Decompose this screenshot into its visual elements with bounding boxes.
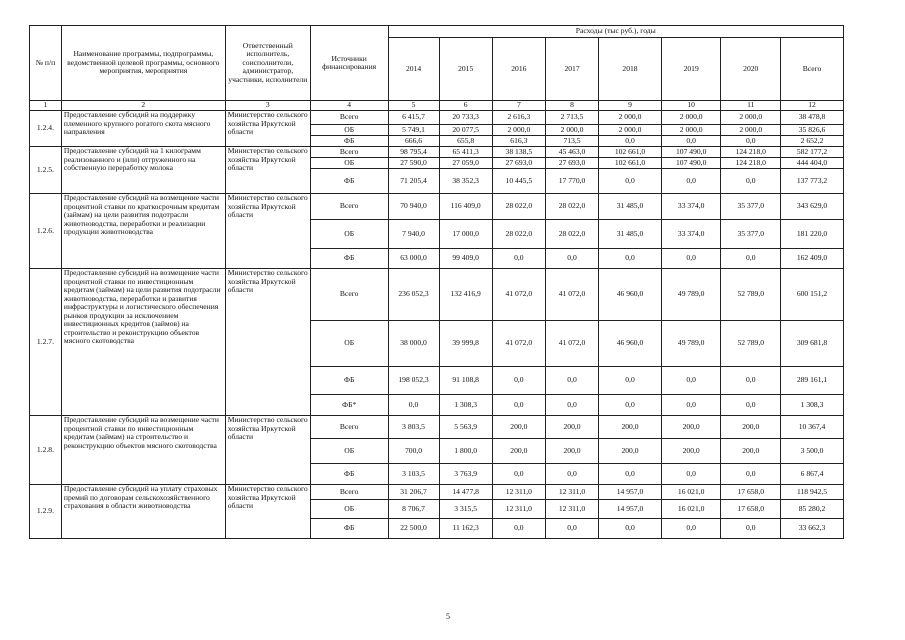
expense-value: 14 957,0 [599,500,662,519]
expense-value: 12 311,0 [545,500,598,519]
table-row [30,485,844,500]
expense-value: 20 733,3 [439,111,492,125]
expense-total: 35 826,6 [781,125,844,136]
expense-value: 41 072,0 [492,321,545,367]
item-code: 1.2.4. [30,111,62,147]
funding-source: ФБ [310,367,388,395]
header-year: 2016 [492,38,545,101]
expense-value: 3 315,5 [439,500,492,519]
expense-value: 616,3 [492,136,545,147]
expense-total: 38 478,8 [781,111,844,125]
expense-value: 713,5 [545,136,598,147]
expense-total: 33 662,3 [781,519,844,539]
expense-value: 2 000,0 [545,125,598,136]
item-name: Предоставление субсидий на возмещение части процентной ставки по краткосрочным кредитам (займам) на цели развития подотрасли животноводства, переработки и реализации продукции животноводства [61,194,225,269]
header-year: 2020 [721,38,781,101]
expense-value: 17 658,0 [721,485,781,500]
expense-value: 65 411,3 [439,147,492,158]
expense-value: 200,0 [545,439,598,464]
expense-value: 28 022,0 [492,194,545,220]
expense-total: 289 161,1 [781,367,844,395]
expense-total: 600 151,2 [781,269,844,321]
expense-value: 27 693,0 [545,158,598,169]
item-name: Предоставление субсидий на уплату страховых премий по договорам сельскохозяйственного страхования в области животноводства [61,485,225,539]
expense-value: 39 999,8 [439,321,492,367]
expense-value: 2 713,5 [545,111,598,125]
expense-value: 0,0 [599,519,662,539]
expense-value: 0,0 [721,136,781,147]
expense-total: 118 942,5 [781,485,844,500]
expense-value: 0,0 [661,136,721,147]
header-name: Наименование программы, подпрограммы, ведомственной целевой программы, основного мероприятия, мероприятия [61,26,225,101]
expense-value: 12 311,0 [492,500,545,519]
expense-value: 3 763,9 [439,464,492,485]
funding-source: ОБ [310,220,388,249]
expense-value: 14 477,8 [439,485,492,500]
expense-value: 0,0 [599,464,662,485]
expense-total: 3 500,0 [781,439,844,464]
expense-value: 5 563,9 [439,416,492,439]
column-index: 9 [599,101,662,111]
funding-source: ОБ [310,125,388,136]
expense-value: 45 463,0 [545,147,598,158]
header-year: 2018 [599,38,662,101]
expense-value: 0,0 [721,519,781,539]
table-row [30,194,844,220]
expense-value: 16 021,0 [661,485,721,500]
expense-value: 0,0 [721,367,781,395]
column-index: 1 [30,101,62,111]
expense-value: 17 658,0 [721,500,781,519]
item-responsible: Министерство сельского хозяйства Иркутской области [225,416,310,485]
expense-value: 0,0 [599,136,662,147]
expense-value: 116 409,0 [439,194,492,220]
expense-value: 38 138,5 [492,147,545,158]
expense-value: 49 789,0 [661,269,721,321]
expense-value: 41 072,0 [545,321,598,367]
expense-value: 0,0 [661,519,721,539]
column-index: 8 [545,101,598,111]
expense-value: 2 000,0 [661,125,721,136]
expense-value: 11 162,3 [439,519,492,539]
column-index: 6 [439,101,492,111]
expense-value: 2 000,0 [599,111,662,125]
column-index: 10 [661,101,721,111]
column-index: 11 [721,101,781,111]
column-index: 7 [492,101,545,111]
expense-value: 107 490,0 [661,147,721,158]
expense-value: 17 000,0 [439,220,492,249]
funding-source: Всего [310,269,388,321]
page-number: 5 [446,612,450,621]
expense-value: 31 206,7 [388,485,439,500]
expense-value: 27 059,0 [439,158,492,169]
funding-source: Всего [310,111,388,125]
table-row [30,147,844,158]
expense-value: 16 021,0 [661,500,721,519]
expense-value: 27 590,0 [388,158,439,169]
item-name: Предоставление субсидий на 1 килограмм реализованного и (или) отгруженного на собственную переработку молока [61,147,225,194]
expense-value: 700,0 [388,439,439,464]
item-name: Предоставление субсидий на возмещение части процентной ставки по инвестиционным кредитам (займам) на строительство и реконструкцию объектов мясного скотоводства [61,416,225,485]
expense-value: 91 108,8 [439,367,492,395]
expense-value: 200,0 [599,439,662,464]
expense-value: 655,8 [439,136,492,147]
expense-value: 70 940,0 [388,194,439,220]
expense-value: 132 416,9 [439,269,492,321]
header-sources: Источники финансирования [310,26,388,101]
header-year: 2019 [661,38,721,101]
expense-value: 20 077,5 [439,125,492,136]
expense-value: 200,0 [492,439,545,464]
expense-value: 666,6 [388,136,439,147]
funding-source: ОБ [310,321,388,367]
expense-value: 46 960,0 [599,321,662,367]
item-responsible: Министерство сельского хозяйства Иркутской области [225,269,310,416]
funding-source: ФБ [310,464,388,485]
expense-value: 0,0 [721,464,781,485]
expense-value: 2 000,0 [721,111,781,125]
funding-source: Всего [310,485,388,500]
expense-total: 343 629,0 [781,194,844,220]
expense-value: 0,0 [721,395,781,416]
expense-value: 52 789,0 [721,269,781,321]
expense-value: 2 616,3 [492,111,545,125]
funding-source: ФБ [310,249,388,269]
item-responsible: Министерство сельского хозяйства Иркутской области [225,485,310,539]
item-code: 1.2.6. [30,194,62,269]
header-year: 2017 [545,38,598,101]
expense-value: 200,0 [599,416,662,439]
expense-value: 200,0 [492,416,545,439]
expense-value: 2 000,0 [599,125,662,136]
column-index: 3 [225,101,310,111]
expense-value: 28 022,0 [492,220,545,249]
expense-total: 85 280,2 [781,500,844,519]
expense-value: 71 205,4 [388,169,439,194]
header-expenses: Расходы (тыс руб.), годы [388,26,844,38]
expense-value: 0,0 [545,464,598,485]
header-responsible: Ответственный исполнитель, соисполнители, администратор, участники, исполнители [225,26,310,101]
expense-value: 0,0 [661,169,721,194]
expense-value: 98 795,4 [388,147,439,158]
expense-value: 14 957,0 [599,485,662,500]
expense-value: 2 000,0 [661,111,721,125]
funding-source: ОБ [310,158,388,169]
expense-value: 0,0 [661,464,721,485]
expense-value: 38 352,3 [439,169,492,194]
expense-value: 0,0 [661,367,721,395]
item-responsible: Министерство сельского хозяйства Иркутской области [225,111,310,147]
expense-value: 0,0 [721,249,781,269]
header-num: № п/п [30,26,62,101]
item-code: 1.2.7. [30,269,62,416]
item-name: Предоставление субсидий на поддержку племенного крупного рогатого скота мясного направления [61,111,225,147]
expense-value: 0,0 [661,249,721,269]
expense-value: 236 052,3 [388,269,439,321]
expense-total: 137 773,2 [781,169,844,194]
expense-value: 33 374,0 [661,220,721,249]
expense-value: 0,0 [545,395,598,416]
expense-value: 12 311,0 [492,485,545,500]
header-year: 2015 [439,38,492,101]
funding-source: ФБ [310,519,388,539]
column-index-row [30,101,844,111]
item-code: 1.2.9. [30,485,62,539]
expense-value: 198 052,3 [388,367,439,395]
item-code: 1.2.5. [30,147,62,194]
expense-value: 41 072,0 [492,269,545,321]
expense-total: 181 220,0 [781,220,844,249]
funding-source: ОБ [310,439,388,464]
expense-value: 0,0 [721,169,781,194]
item-responsible: Министерство сельского хозяйства Иркутской области [225,194,310,269]
column-index: 2 [61,101,225,111]
expense-value: 3 103,5 [388,464,439,485]
expense-value: 0,0 [492,395,545,416]
expense-value: 124 218,0 [721,158,781,169]
expense-value: 31 485,0 [599,220,662,249]
expense-value: 102 661,0 [599,158,662,169]
expense-value: 6 415,7 [388,111,439,125]
expense-value: 22 500,0 [388,519,439,539]
expense-value: 0,0 [545,249,598,269]
expense-value: 27 693,0 [492,158,545,169]
expense-value: 0,0 [599,367,662,395]
expense-value: 0,0 [661,395,721,416]
expense-total: 10 367,4 [781,416,844,439]
expense-value: 28 022,0 [545,194,598,220]
header-year: 2014 [388,38,439,101]
expense-value: 124 218,0 [721,147,781,158]
expense-value: 200,0 [661,439,721,464]
expense-total: 6 867,4 [781,464,844,485]
expense-value: 46 960,0 [599,269,662,321]
expense-value: 200,0 [661,416,721,439]
expense-value: 8 706,7 [388,500,439,519]
expense-value: 7 940,0 [388,220,439,249]
expense-value: 0,0 [492,367,545,395]
expense-value: 0,0 [545,367,598,395]
expense-value: 99 409,0 [439,249,492,269]
expense-value: 49 789,0 [661,321,721,367]
expenses-table [29,25,844,539]
expense-value: 10 445,5 [492,169,545,194]
column-index: 5 [388,101,439,111]
expense-value: 63 000,0 [388,249,439,269]
expense-value: 0,0 [599,249,662,269]
expense-value: 0,0 [492,519,545,539]
table-row [30,416,844,439]
expense-value: 0,0 [599,169,662,194]
expense-value: 0,0 [492,249,545,269]
funding-source: Всего [310,147,388,158]
expense-value: 12 311,0 [545,485,598,500]
table-row [30,111,844,125]
column-index: 12 [781,101,844,111]
expense-value: 1 800,0 [439,439,492,464]
expense-value: 102 661,0 [599,147,662,158]
funding-source: ФБ* [310,395,388,416]
expense-value: 107 490,0 [661,158,721,169]
item-responsible: Министерство сельского хозяйства Иркутской области [225,147,310,194]
funding-source: ОБ [310,500,388,519]
expense-value: 0,0 [545,519,598,539]
expense-total: 1 308,3 [781,395,844,416]
expense-value: 41 072,0 [545,269,598,321]
funding-source: Всего [310,194,388,220]
expense-value: 200,0 [545,416,598,439]
funding-source: ФБ [310,136,388,147]
expense-value: 0,0 [599,395,662,416]
expense-total: 162 409,0 [781,249,844,269]
expense-value: 1 308,3 [439,395,492,416]
expense-value: 200,0 [721,439,781,464]
item-name: Предоставление субсидий на возмещение части процентной ставки по инвестиционным кредитам (займам) на цели развития подотрасли животноводства, переработки и развития инфраструктуры и логистического обеспечения рынков продукции за исключением инвестиционных кредитов (займов) на строительство и реконструкцию объектов мясного скотоводства [61,269,225,416]
item-code: 1.2.8. [30,416,62,485]
table-row [30,269,844,321]
expense-total: 309 681,8 [781,321,844,367]
expense-total: 2 652,2 [781,136,844,147]
header-total: Всего [781,38,844,101]
expense-value: 200,0 [721,416,781,439]
expense-value: 2 000,0 [721,125,781,136]
funding-source: ФБ [310,169,388,194]
column-index: 4 [310,101,388,111]
expense-value: 33 374,0 [661,194,721,220]
expense-value: 38 000,0 [388,321,439,367]
expense-value: 2 000,0 [492,125,545,136]
expense-value: 35 377,0 [721,220,781,249]
expense-value: 0,0 [492,464,545,485]
expense-value: 31 485,0 [599,194,662,220]
expense-value: 28 022,0 [545,220,598,249]
table-body [30,111,844,539]
expense-total: 444 404,0 [781,158,844,169]
expense-value: 0,0 [388,395,439,416]
expense-total: 582 177,2 [781,147,844,158]
expense-value: 35 377,0 [721,194,781,220]
expense-value: 52 789,0 [721,321,781,367]
expense-value: 5 749,1 [388,125,439,136]
funding-source: Всего [310,416,388,439]
expense-value: 17 770,0 [545,169,598,194]
expense-value: 3 803,5 [388,416,439,439]
